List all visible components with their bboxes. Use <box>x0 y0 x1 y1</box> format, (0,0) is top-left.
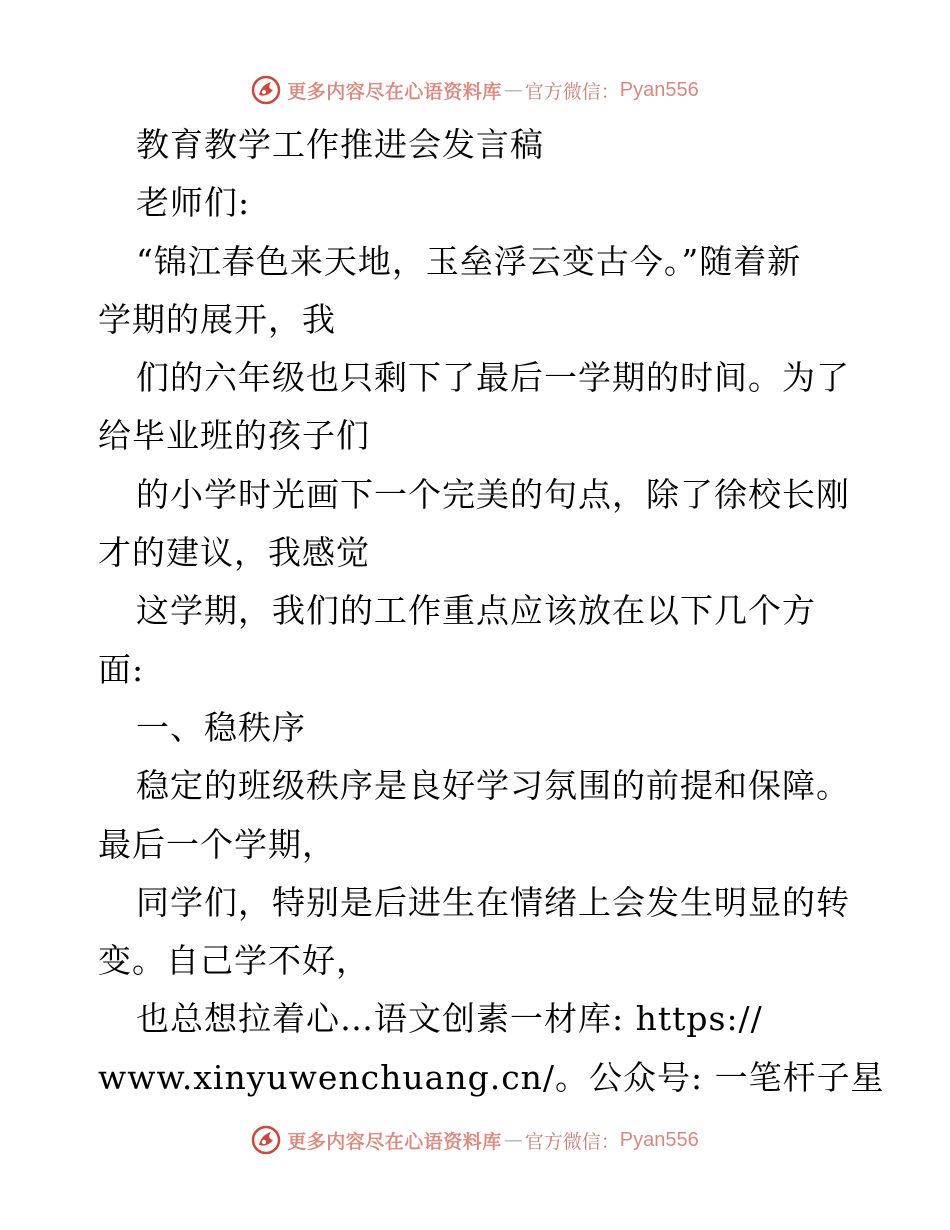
document-line: 也总想拉着心…语文创素一材库: https:// <box>136 999 763 1039</box>
document-line: 老师们: <box>136 183 251 223</box>
banner-text: 更多内容尽在心语资料库 <box>287 1130 502 1153</box>
document-line: 学期的展开，我 <box>98 299 336 339</box>
document-body <box>98 116 885 1107</box>
document-line: www.xinyuwenchuang.cn/。公众号: 一笔杆子星 <box>98 1057 885 1097</box>
banner-dash: — <box>503 79 523 101</box>
document-line: 一、稳秩序 <box>136 707 306 747</box>
document-line: 变。自己学不好， <box>98 941 370 981</box>
flame-seal-icon <box>251 1125 281 1155</box>
document-line: 这学期，我们的工作重点应该放在以下几个方 <box>136 591 816 631</box>
document-line: 们的六年级也只剩下了最后一学期的时间。为了 <box>136 358 850 398</box>
flame-seal-icon <box>251 75 281 105</box>
document-line: 才的建议，我感觉 <box>98 533 370 573</box>
banner-wechat-id: Pyan556 <box>619 1128 699 1151</box>
document-line: 教育教学工作推进会发言稿 <box>136 125 544 164</box>
document-line: 给毕业班的孩子们 <box>98 416 370 456</box>
banner-dash: — <box>503 1129 523 1151</box>
footer-banner <box>0 1120 950 1160</box>
banner-wechat-label: 官方微信： <box>524 80 620 103</box>
banner-wechat-id: Pyan556 <box>619 78 699 101</box>
document-line: 面: <box>98 649 145 689</box>
document-line: “锦江春色来天地，玉垒浮云变古今。”随着新 <box>136 241 802 281</box>
document-line: 最后一个学期， <box>98 824 336 864</box>
banner-wechat-label: 官方微信： <box>524 1130 620 1153</box>
header-banner <box>0 70 950 110</box>
document-line: 同学们，特别是后进生在情绪上会发生明显的转 <box>136 882 850 922</box>
document-line: 稳定的班级秩序是良好学习氛围的前提和保障。 <box>136 766 850 806</box>
banner-text: 更多内容尽在心语资料库 <box>287 80 502 103</box>
document-line: 的小学时光画下一个完美的句点，除了徐校长刚 <box>136 474 850 514</box>
